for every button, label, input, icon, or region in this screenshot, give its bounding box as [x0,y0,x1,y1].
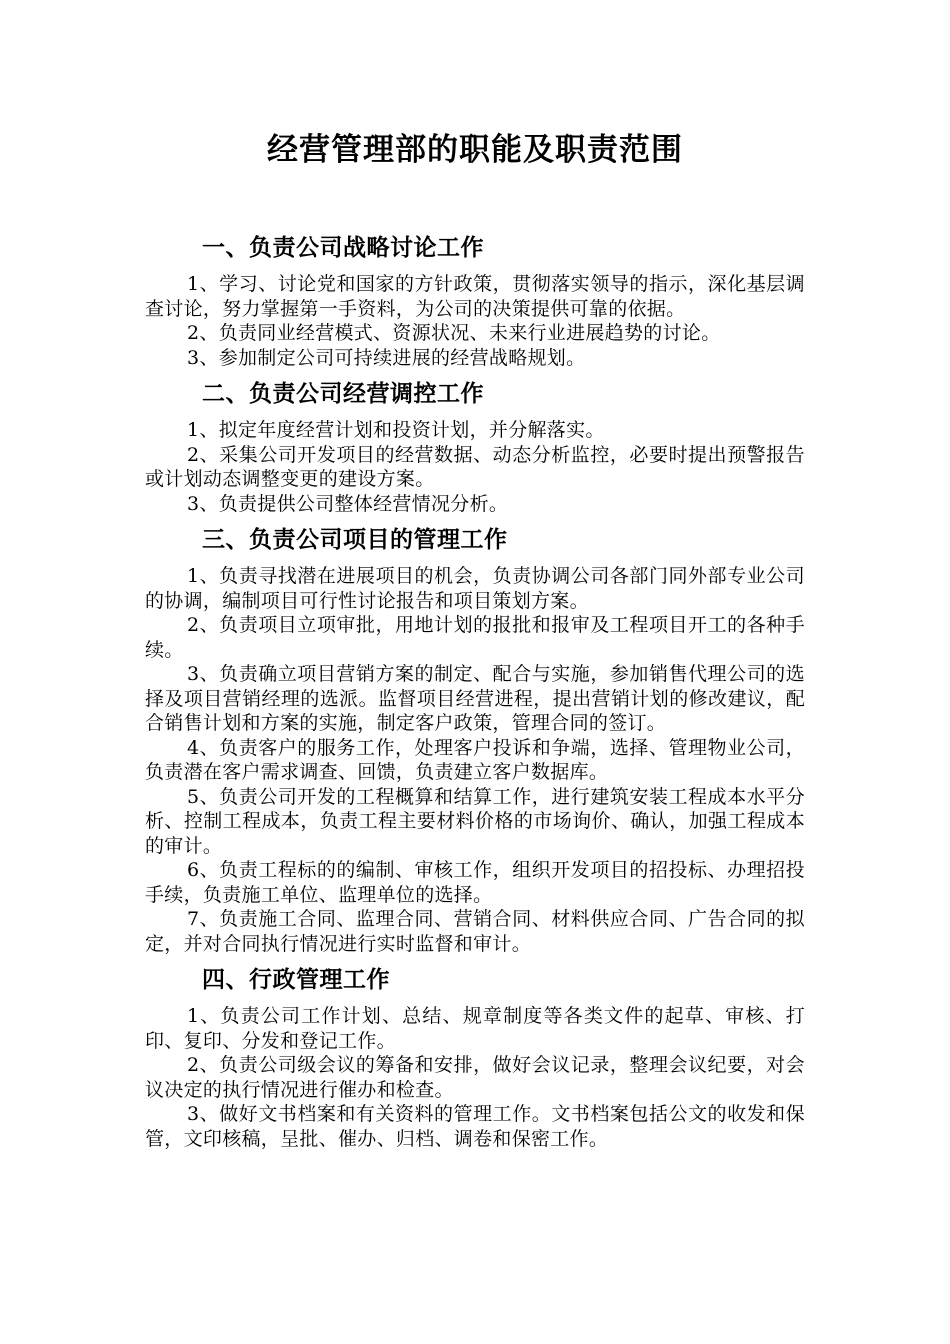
section-administration [145,962,805,1151]
paragraph: 2、负责公司级会议的筹备和安排，做好会议记录，整理会议纪要，对会议决定的执行情况进行催办和检查。 [145,1054,805,1101]
paragraph: 7、负责施工合同、监理合同、营销合同、材料供应合同、广告合同的拟定，并对合同执行情况进行实时监督和审计。 [145,908,805,955]
section-heading: 三、负责公司项目的管理工作 [202,527,508,553]
paragraph: 1、学习、讨论党和国家的方针政策，贯彻落实领导的指示，深化基层调查讨论，努力掌握第一手资料，为公司的决策提供可靠的依据。 [145,273,805,320]
section-heading: 一、负责公司战略讨论工作 [202,235,484,261]
document-title: 经营管理部的职能及职责范围 [267,132,683,168]
paragraph: 3、做好文书档案和有关资料的管理工作。文书档案包括公文的收发和保管，文印核稿，呈批、催办、归档、调卷和保密工作。 [145,1103,805,1150]
paragraph: 4、负责客户的服务工作，处理客户投诉和争端，选择、管理物业公司，负责潜在客户需求调查、回馈，负责建立客户数据库。 [145,736,805,783]
paragraph: 5、负责公司开发的工程概算和结算工作，进行建筑安装工程成本水平分析、控制工程成本，负责工程主要材料价格的市场询价、确认，加强工程成本的审计。 [145,785,805,857]
paragraph: 1、拟定年度经营计划和投资计划，并分解落实。 [187,419,605,441]
section-heading: 二、负责公司经营调控工作 [202,381,484,407]
paragraph: 3、参加制定公司可持续进展的经营战略规划。 [187,346,586,369]
paragraph: 6、负责工程标的的编制、审核工作，组织开发项目的招投标、办理招投手续，负责施工单位、监理单位的选择。 [145,859,805,906]
section-project-management [145,522,805,956]
section-heading: 四、行政管理工作 [202,967,390,993]
section-operation-control [145,376,805,516]
paragraph: 1、负责公司工作计划、总结、规章制度等各类文件的起草、审核、打印、复印、分发和登记工作。 [145,1005,805,1052]
paragraph: 3、负责提供公司整体经营情况分析。 [187,492,509,515]
paragraph: 2、采集公司开发项目的经营数据、动态分析监控，必要时提出预警报告或计划动态调整变更的建设方案。 [145,443,805,490]
paragraph: 1、负责寻找潜在进展项目的机会，负责协调公司各部门同外部专业公司的协调，编制项目可行性讨论报告和项目策划方案。 [145,565,805,612]
section-strategy-research [145,230,805,370]
paragraph: 2、负责同业经营模式、资源状况、未来行业进展趋势的讨论。 [187,322,721,344]
paragraph: 3、负责确立项目营销方案的制定、配合与实施，参加销售代理公司的选择及项目营销经理的选派。监督项目经营进程，提出营销计划的修改建议，配合销售计划和方案的实施，制定客户政策，管理合同的签订。 [145,663,805,734]
paragraph: 2、负责项目立项审批，用地计划的报批和报审及工程项目开工的各种手续。 [145,614,805,661]
document-body [145,230,805,1157]
